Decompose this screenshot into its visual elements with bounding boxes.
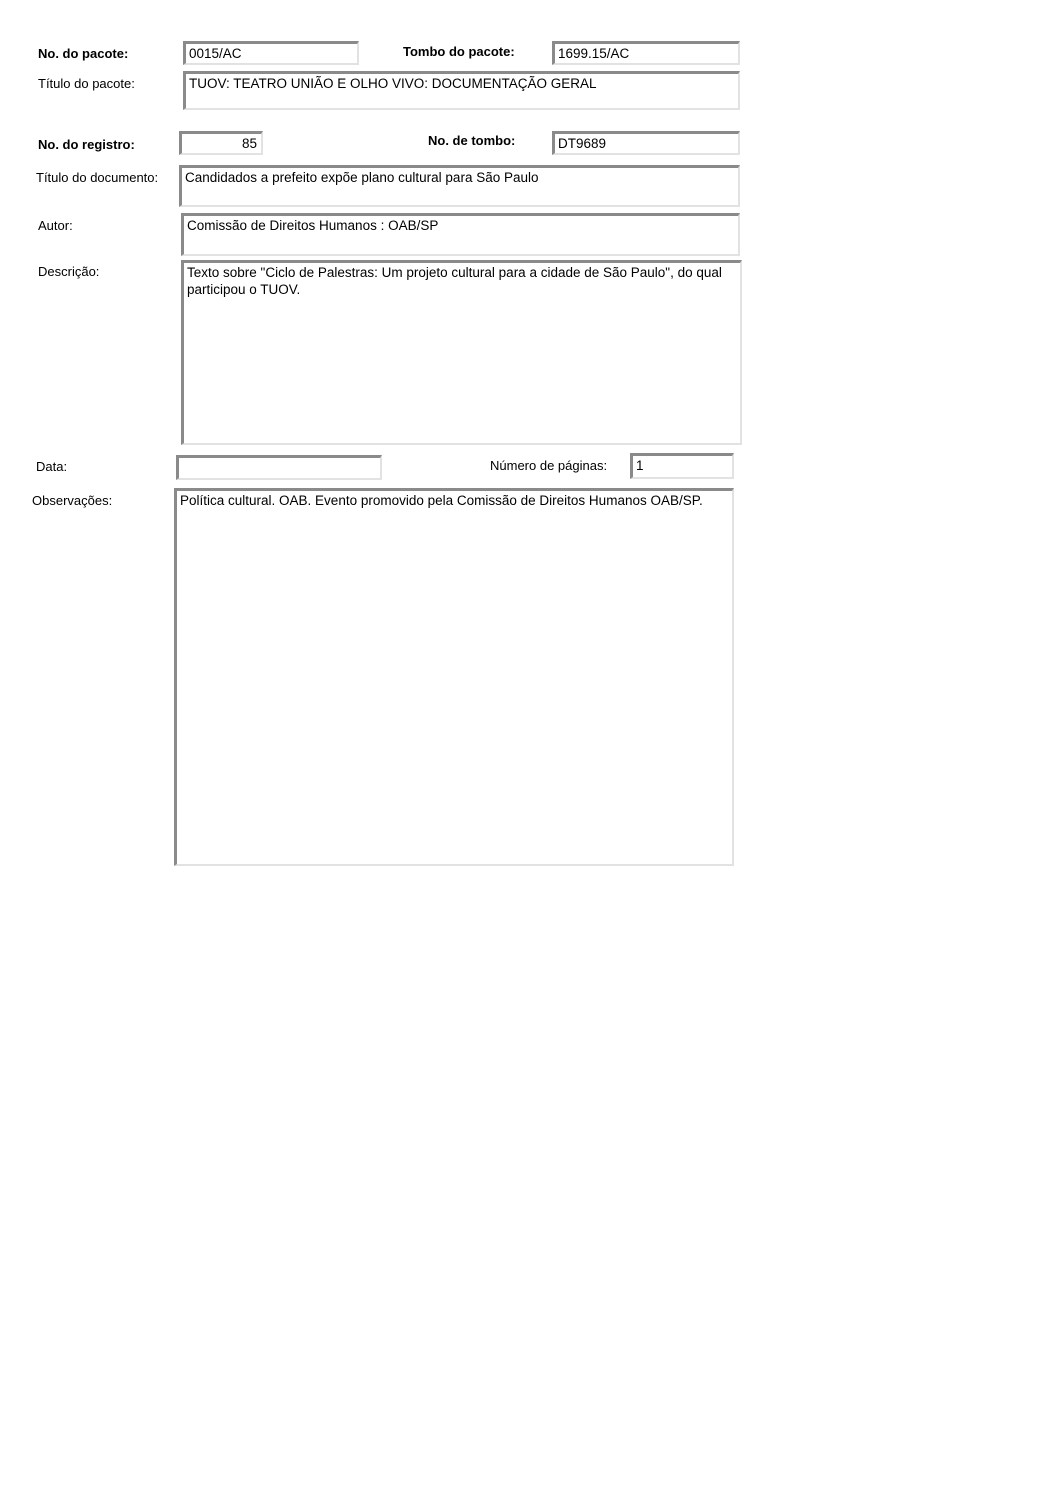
package-title-field[interactable]: TUOV: TEATRO UNIÃO E OLHO VIVO: DOCUMENTAÇÃO GERAL bbox=[183, 71, 740, 110]
author-label: Autor: bbox=[38, 218, 73, 233]
record-number-field[interactable]: 85 bbox=[179, 131, 263, 155]
package-number-field[interactable]: 0015/AC bbox=[183, 41, 359, 65]
tombo-number-field[interactable]: DT9689 bbox=[552, 131, 740, 155]
date-label: Data: bbox=[36, 459, 68, 474]
author-field[interactable]: Comissão de Direitos Humanos : OAB/SP bbox=[181, 213, 740, 256]
record-number-label: No. do registro: bbox=[38, 137, 135, 152]
tombo-number-label: No. de tombo: bbox=[428, 133, 516, 148]
observations-field[interactable]: Política cultural. OAB. Evento promovido pela Comissão de Direitos Humanos OAB/SP. bbox=[174, 488, 734, 866]
document-title-field[interactable]: Candidados a prefeito expõe plano cultural para São Paulo bbox=[179, 165, 740, 207]
package-number-label: No. do pacote: bbox=[38, 46, 129, 61]
description-label: Descrição: bbox=[38, 264, 100, 279]
description-field[interactable]: Texto sobre "Ciclo de Palestras: Um projeto cultural para a cidade de São Paulo", do qual participou o TUOV. bbox=[181, 260, 742, 445]
page-count-field[interactable]: 1 bbox=[630, 453, 734, 479]
date-field[interactable] bbox=[176, 455, 382, 480]
observations-label: Observações: bbox=[32, 493, 113, 508]
document-title-label: Título do documento: bbox=[36, 170, 159, 185]
package-title-label: Título do pacote: bbox=[38, 76, 135, 91]
package-tombo-field[interactable]: 1699.15/AC bbox=[552, 41, 740, 65]
package-tombo-label: Tombo do pacote: bbox=[403, 44, 515, 59]
page-count-label: Número de páginas: bbox=[490, 458, 608, 473]
